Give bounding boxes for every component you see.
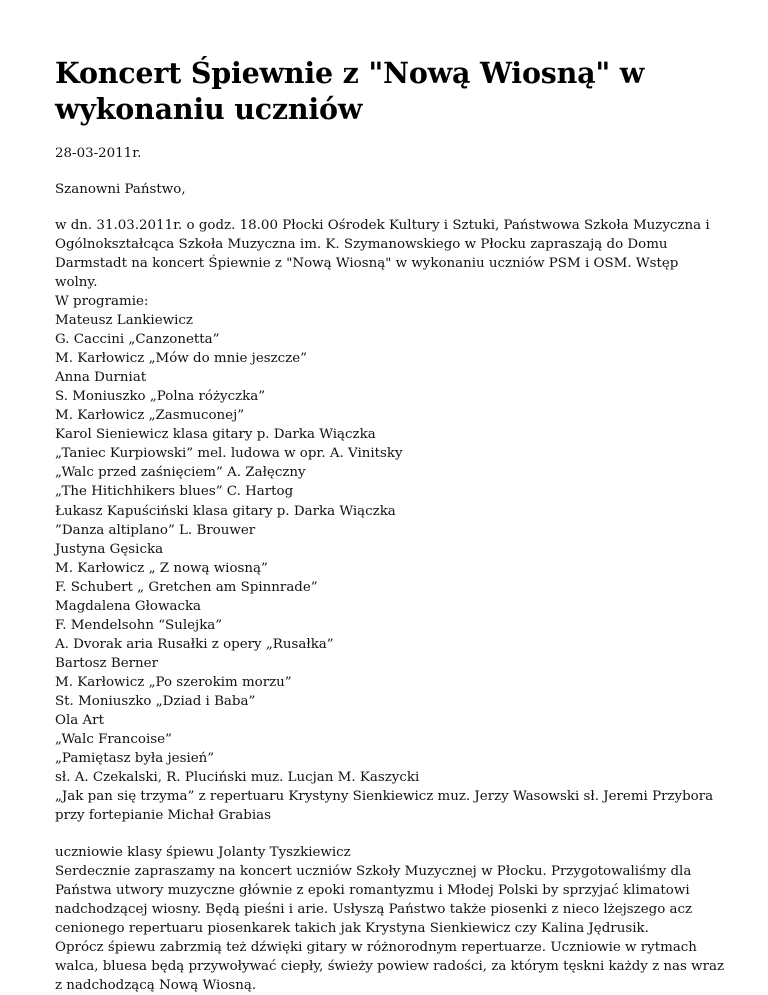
students-line: uczniowie klasy śpiewu Jolanty Tyszkiewicz: [55, 845, 351, 861]
program-list: [55, 292, 725, 825]
program-line: Ola Art: [55, 713, 104, 729]
program-line: A. Dvorak aria Rusałki z opery „Rusałka”: [55, 636, 334, 652]
date-line: 28-03-2011r.: [55, 146, 142, 161]
program-line: Bartosz Berner: [55, 655, 158, 671]
page-title: Koncert Śpiewnie z "Nową Wiosną" w wykonaniu uczniów: [55, 56, 645, 126]
program-line: „Walc przed zaśnięciem” A. Załęczny: [55, 465, 306, 481]
program-line: „Taniec Kurpiowski” mel. ludowa w opr. A. Vinitsky: [55, 446, 403, 462]
program-line: Łukasz Kapuściński klasa gitary p. Darka Wiączka: [55, 503, 396, 519]
program-line: St. Moniuszko „Dziad i Baba”: [55, 693, 256, 709]
program-line: „The Hitichhikers blues” C. Hartog: [55, 484, 294, 500]
program-line: M. Karłowicz „Mów do mnie jeszcze”: [55, 351, 308, 367]
outro-paragraph-1: Serdecznie zapraszamy na koncert uczniów Szkoły Muzycznej w Płocku. Przygotowaliśmy dla Państwa utwory muzyczne głównie z epoki romantyzmu i Młodej Polski by sprzyjać klimatowi nadchodzącej wiosny. Będą pieśni i arie. Usłyszą Państwo także piosenki z nieco lżejszego acz cenionego repertuaru piosenkarek takich jak Krystyna Sienkiewicz czy Kalina Jędrusik.: [55, 864, 693, 937]
program-heading: W programie:: [55, 294, 149, 309]
greeting: Szanowni Państwo,: [55, 182, 186, 197]
program-line: Justyna Gęsicka: [55, 541, 164, 557]
program-line: Mateusz Lankiewicz: [55, 313, 193, 329]
program-line: M. Karłowicz „ Z nową wiosną”: [55, 560, 268, 576]
program-line: „Walc Francoise”: [55, 732, 172, 748]
program-line: Anna Durniat: [55, 370, 147, 386]
outro-paragraph-2: Oprócz śpiewu zabrzmią też dźwięki gitary w różnorodnym repertuarze. Uczniowie w rytmach walca, bluesa będą przywoływać ciepły, świeży powiew radości, za którym tęskni każdy z nas wraz z nadchodzącą Nową Wiosną.: [55, 940, 725, 994]
outro-section: [55, 862, 725, 995]
document-page: [55, 55, 725, 995]
program-line: M. Karłowicz „Zasmuconej”: [55, 408, 245, 424]
invitation-paragraph: w dn. 31.03.2011r. o godz. 18.00 Płocki Ośrodek Kultury i Sztuki, Państwowa Szkoła Muzyczna i Ogólnokształcąca Szkoła Muzyczna im. K. Szymanowskiego w Płocku zapraszają do Domu Darmstadt na koncert Śpiewnie z "Nową Wiosną" w wykonaniu uczniów PSM i OSM. Wstęp wolny.: [55, 218, 710, 290]
program-line: Magdalena Głowacka: [55, 598, 202, 614]
program-line: ”Danza altiplano” L. Brouwer: [55, 522, 256, 538]
program-line: „Jak pan się trzyma” z repertuaru Krystyny Sienkiewicz muz. Jerzy Wasowski sł. Jeremi Przybora: [55, 789, 714, 805]
program-line: F. Schubert „ Gretchen am Spinnrade”: [55, 579, 318, 595]
program-line: G. Caccini „Canzonetta”: [55, 332, 220, 348]
program-line: sł. A. Czekalski, R. Pluciński muz. Lucjan M. Kaszycki: [55, 770, 420, 786]
program-line: „Pamiętasz była jesień”: [55, 751, 215, 767]
program-line: Karol Sieniewicz klasa gitary p. Darka Wiączka: [55, 427, 376, 443]
program-line: przy fortepianie Michał Grabias: [55, 808, 271, 824]
program-line: F. Mendelsohn “Sulejka”: [55, 617, 223, 633]
program-line: S. Moniuszko „Polna różyczka”: [55, 389, 266, 405]
program-line: M. Karłowicz „Po szerokim morzu”: [55, 674, 292, 690]
